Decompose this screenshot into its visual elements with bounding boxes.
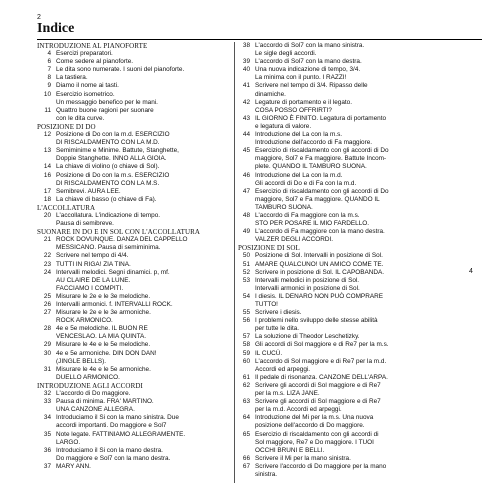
- entry-text: [255, 317, 448, 333]
- toc-entry: [37, 447, 229, 463]
- page-ref-number: 10: [43, 90, 51, 98]
- entry-line: Il pedale di risonanza. CANZONE DELL'ARPA.: [255, 373, 388, 381]
- entry-line: Esercizio isometrico.: [56, 90, 115, 98]
- toc-entry: [37, 107, 229, 123]
- entry-text: [255, 463, 448, 479]
- toc-entry: [238, 42, 448, 58]
- toc-entry: [37, 58, 229, 66]
- entry-line: La chiave di basso (o chiave di Fa).: [56, 195, 157, 203]
- entry-text: [255, 293, 448, 309]
- page-ref-number: 43: [242, 114, 250, 122]
- entry-line: L'accordo di Do maggiore.: [56, 390, 131, 398]
- entry-line: Introduciamo il Si con la mano sinistra. Due: [56, 414, 179, 422]
- toc-entry: [37, 91, 229, 107]
- page-ref-number: 62: [242, 381, 250, 389]
- entry-text: [56, 366, 229, 382]
- toc-entry: [238, 147, 448, 171]
- page-ref-number: 52: [242, 268, 250, 276]
- entry-text: [255, 212, 448, 228]
- toc-entry: [37, 252, 229, 260]
- entry-text: [56, 390, 229, 398]
- page-ref-number: 25: [43, 292, 51, 300]
- toc-entry: [238, 66, 448, 82]
- entry-line: Note legate. FATTINIAMO ALLEGRAMENTE.: [56, 430, 186, 438]
- page-ref-number: 61: [242, 373, 250, 381]
- entry-line: (JINGLE BELLS).: [56, 357, 107, 365]
- entry-line: plete. QUANDO IL TAMBURO SUONA.: [255, 163, 367, 171]
- entry-line: accordi importanti. Do maggiore e Sol7: [56, 422, 167, 430]
- entry-line: DI RISCALDAMENTO CON LA M.D.: [56, 139, 160, 147]
- margin-mark: 4: [469, 268, 473, 275]
- entry-text: [56, 82, 229, 90]
- entry-line: 4e e 5e melodiche. IL BUON RE: [56, 325, 148, 333]
- entry-line: L'accordo di Sol7 con la mano destra.: [255, 58, 362, 66]
- entry-text: [56, 188, 229, 196]
- entry-line: Gli accordi di Do e di Fa con la m.d.: [255, 179, 357, 187]
- page-ref-number: 66: [242, 454, 250, 462]
- entry-line: maggiore, Sol7 e Fa maggiore. QUANDO IL: [255, 195, 380, 203]
- entry-line: Un messaggio benefico per le mani.: [56, 98, 158, 106]
- page-ref-number: 26: [43, 301, 51, 308]
- entry-line: maggiore, Sol7 e Fa maggiore. Battute Incom-: [255, 155, 387, 163]
- toc-entry: [37, 50, 229, 58]
- entry-text: [56, 309, 229, 325]
- entry-line: Intervalli armonici in posizione di Sol.: [255, 284, 360, 292]
- entry-line: DI RISCALDAMENTO CON LA M.S.: [56, 179, 160, 187]
- page-ref-number: 22: [43, 252, 51, 260]
- page-ref-number: 13: [43, 147, 51, 155]
- page-ref-number: 46: [242, 171, 250, 179]
- page-ref-number: 54: [242, 292, 250, 300]
- toc-entry: [37, 212, 229, 228]
- entry-line: TAMBURO SUONA.: [255, 203, 313, 211]
- entry-text: [56, 196, 229, 204]
- page-ref-number: 67: [242, 462, 250, 470]
- entry-line: Introduciamo il Si con la mano destra.: [56, 446, 163, 454]
- page-ref-number: 49: [242, 228, 250, 236]
- toc-entry: [238, 293, 448, 309]
- entry-line: AMARE QUALCUNO! UN AMICO COME TE.: [255, 260, 384, 268]
- entry-text: [255, 414, 448, 430]
- page-ref-number: 35: [43, 430, 51, 438]
- entry-text: [255, 382, 448, 398]
- toc-entry: [37, 163, 229, 171]
- entry-text: [56, 163, 229, 171]
- entry-line: e legatura di valore.: [255, 122, 312, 130]
- page-number: 2: [37, 14, 41, 21]
- page-ref-number: 41: [242, 82, 250, 90]
- entry-line: sinistra.: [255, 470, 278, 478]
- toc-entry: [37, 261, 229, 269]
- entry-line: Esercizi preparatori.: [56, 50, 113, 58]
- page-ref-number: 38: [242, 42, 250, 49]
- page-ref-number: 37: [43, 462, 51, 470]
- entry-line: Do maggiore e Sol7 con la mano destra.: [56, 454, 171, 462]
- entry-text: [56, 398, 229, 414]
- toc-entry: [37, 293, 229, 301]
- entry-line: TUTTO!: [255, 301, 278, 308]
- entry-text: [255, 350, 448, 358]
- section-heading: POSIZIONE DI DO: [37, 122, 96, 131]
- entry-line: Le sigle degli accordi.: [255, 50, 317, 58]
- page-ref-number: 34: [43, 414, 51, 422]
- entry-text: [255, 252, 448, 260]
- entry-text: [255, 66, 448, 82]
- entry-line: Accordi ed arpeggi.: [255, 365, 311, 373]
- entry-text: [56, 350, 229, 366]
- toc-entry: [238, 455, 448, 463]
- entry-text: [56, 172, 229, 188]
- entry-line: VALZER DEGLI ACCORDI.: [255, 236, 334, 244]
- entry-text: [255, 147, 448, 171]
- page-ref-number: 12: [43, 131, 51, 139]
- entry-text: [255, 309, 448, 317]
- left-column: [37, 42, 229, 471]
- entry-text: [56, 325, 229, 341]
- entry-line: Pausa di minima. FRA' MARTINO.: [56, 398, 154, 406]
- toc-entry: [238, 374, 448, 382]
- entry-line: Scrivere nel tempo di 4/4.: [56, 252, 129, 260]
- toc-entry: [37, 366, 229, 382]
- page-ref-number: 30: [43, 349, 51, 357]
- page-ref-number: 11: [44, 106, 51, 114]
- entry-line: Misurare le 2e e le 3e armoniche.: [56, 309, 151, 317]
- entry-line: Posizione di Do con la m.d. ESERCIZIO: [56, 131, 170, 139]
- entry-text: [56, 414, 229, 430]
- entry-line: per tutte le dita.: [255, 325, 300, 333]
- page-ref-number: 53: [242, 276, 250, 284]
- entry-line: L'accordo di Fa maggiore con la mano destra.: [255, 228, 385, 236]
- entry-line: L'accordo di Fa maggiore con la m.s.: [255, 211, 360, 219]
- page-ref-number: 51: [242, 260, 250, 268]
- entry-line: MARY ANN.: [56, 462, 91, 470]
- section-heading: POSIZIONE DI SOL: [238, 244, 300, 253]
- section-heading: SUONARE IN DO E IN SOL CON L'ACCOLLATURA: [37, 228, 201, 237]
- page-ref-number: 50: [242, 252, 250, 260]
- toc-entry: [238, 58, 448, 66]
- toc-entry: [37, 341, 229, 349]
- entry-text: [255, 228, 448, 244]
- entry-line: 4e e 5e armoniche. DIN DON DAN!: [56, 349, 157, 357]
- entry-line: L'accordo di Sol7 con la mano sinistra.: [255, 42, 365, 49]
- toc-entry: [238, 277, 448, 293]
- entry-text: [255, 261, 448, 269]
- toc-entry: [238, 261, 448, 269]
- entry-line: dinamiche.: [255, 90, 286, 98]
- entry-line: MESSICANO. Pausa di semiminima.: [56, 244, 161, 252]
- toc-entry: [37, 82, 229, 90]
- toc-entry: [238, 341, 448, 349]
- entry-text: [255, 42, 448, 58]
- entry-text: [255, 269, 448, 277]
- toc-entry: [238, 463, 448, 479]
- toc-entry: [238, 350, 448, 358]
- entry-text: [255, 188, 448, 212]
- page-ref-number: 33: [43, 398, 51, 406]
- page-ref-number: 24: [43, 268, 51, 276]
- toc-entry: [37, 172, 229, 188]
- toc-entry: [37, 74, 229, 82]
- entry-text: [56, 66, 229, 74]
- toc-entry: [238, 431, 448, 455]
- toc-entry: [238, 382, 448, 398]
- entry-line: Introduzione del Mi per la m.s. Una nuova: [255, 414, 374, 422]
- toc-entry: [37, 463, 229, 471]
- page-ref-number: 20: [43, 211, 51, 219]
- toc-entry: [238, 212, 448, 228]
- entry-line: TUTTI IN RIGA! ZIA TINA.: [56, 260, 131, 268]
- page-ref-number: 56: [242, 317, 250, 325]
- entry-line: Sol maggiore, Re7 e Do maggiore. I TUOI: [255, 438, 374, 446]
- toc-entry: [238, 252, 448, 260]
- entry-line: Scrivere l'accordo di Do maggiore per la mano: [255, 462, 387, 470]
- page-ref-number: 29: [43, 341, 51, 349]
- toc-entry: [238, 317, 448, 333]
- column-divider: [234, 42, 235, 483]
- toc-entry: [37, 269, 229, 293]
- page-ref-number: 9: [47, 82, 51, 90]
- entry-line: Diamo il nome ai tasti.: [56, 82, 119, 90]
- entry-line: per la m.d. Accordi ed arpeggi.: [255, 406, 342, 414]
- entry-line: posizione dell'accordo di Do maggiore.: [255, 422, 365, 430]
- page-ref-number: 47: [242, 187, 250, 195]
- entry-line: L'accollatura. L'indicazione di tempo.: [56, 211, 161, 219]
- entry-line: Scrivere nel tempo di 3/4. Ripasso delle: [255, 82, 368, 90]
- entry-line: ROCK ARMONICO.: [56, 317, 113, 325]
- entry-line: I problemi nello sviluppo delle stesse abilità: [255, 317, 378, 325]
- toc-entry: [37, 414, 229, 430]
- entry-line: OCCHI BRUNI E BELLI.: [255, 446, 325, 454]
- toc-entry: [37, 147, 229, 163]
- toc-entry: [37, 196, 229, 204]
- entry-line: La chiave di violino (o chiave di Sol).: [56, 163, 160, 171]
- entry-line: Legature di portamento e il legato.: [255, 98, 352, 106]
- entry-line: Scrivere i diesis.: [255, 309, 302, 317]
- page-ref-number: 31: [43, 365, 51, 373]
- entry-text: [56, 236, 229, 252]
- page-ref-number: 17: [43, 187, 51, 195]
- entry-line: Intervalli melodici in posizione di Sol.: [255, 276, 360, 284]
- entry-text: [56, 261, 229, 269]
- entry-line: Misurare le 4e e le 5e armoniche.: [56, 365, 151, 373]
- entry-line: Intervalli armonici. f. INTERVALLI ROCK.: [56, 301, 173, 308]
- entry-line: Scrivere gli accordi di Sol maggiore e di Re7: [255, 381, 381, 389]
- entry-text: [255, 58, 448, 66]
- entry-text: [255, 277, 448, 293]
- toc-entry: [238, 99, 448, 115]
- toc-entry: [37, 131, 229, 147]
- entry-line: Gli accordi di Sol maggiore e di Re7 per la m.s.: [255, 341, 389, 349]
- toc-entry: [238, 358, 448, 374]
- entry-line: DUELLO ARMONICO.: [56, 373, 120, 381]
- entry-text: [56, 147, 229, 163]
- toc-entry: [37, 236, 229, 252]
- entry-text: [56, 252, 229, 260]
- page-ref-number: 42: [242, 98, 250, 106]
- page-ref-number: 60: [242, 357, 250, 365]
- page-ref-number: 45: [242, 147, 250, 155]
- toc-entry: [238, 115, 448, 131]
- toc-entry: [238, 131, 448, 147]
- entry-line: Una nuova indicazione di tempo, 3/4.: [255, 66, 361, 74]
- toc-entry: [37, 325, 229, 341]
- page-ref-number: 44: [242, 131, 250, 139]
- page-ref-number: 36: [43, 446, 51, 454]
- toc-entry: [37, 390, 229, 398]
- entry-line: per la m.s. LIZA JANE.: [255, 390, 320, 398]
- toc-entry: [37, 66, 229, 74]
- page-ref-number: 4: [47, 50, 51, 58]
- entry-line: COSA POSSO OFFRIRTI?: [255, 106, 332, 114]
- entry-text: [56, 58, 229, 66]
- entry-line: I diesis. IL DENARO NON PUÒ COMPRARE: [255, 292, 383, 300]
- entry-text: [56, 91, 229, 107]
- entry-line: Scrivere in posizione di Sol. IL CAPOBANDA.: [255, 268, 385, 276]
- entry-line: Introduzione del La con la m.s.: [255, 131, 343, 139]
- entry-text: [56, 301, 229, 309]
- entry-line: Intervalli melodici. Segni dinamici. p, mf.: [56, 268, 170, 276]
- entry-text: [255, 82, 448, 98]
- entry-line: La tastiera.: [56, 74, 88, 82]
- entry-text: [56, 107, 229, 123]
- entry-line: Semibrevi. AURA LEE.: [56, 187, 121, 195]
- entry-text: [255, 358, 448, 374]
- page-title: Indice: [37, 21, 75, 36]
- entry-line: La minima con il punto. I RAZZI!: [255, 74, 347, 82]
- page-ref-number: 64: [242, 414, 250, 422]
- toc-entry: [238, 172, 448, 188]
- entry-text: [255, 172, 448, 188]
- entry-text: [255, 455, 448, 463]
- entry-line: AU CLAIRE DE LA LUNE.: [56, 276, 131, 284]
- page-ref-number: 58: [242, 341, 250, 349]
- entry-line: Misurare le 2e e le 3e melodiche.: [56, 292, 151, 300]
- page-ref-number: 63: [242, 398, 250, 406]
- page-ref-number: 40: [242, 66, 250, 74]
- entry-text: [56, 293, 229, 301]
- entry-line: UNA CANZONE ALLEGRA.: [56, 406, 135, 414]
- entry-text: [255, 131, 448, 147]
- entry-text: [56, 131, 229, 147]
- entry-text: [255, 374, 448, 382]
- entry-text: [56, 431, 229, 447]
- right-column: [238, 42, 448, 479]
- entry-text: [56, 50, 229, 58]
- toc-entry: [238, 309, 448, 317]
- toc-entry: [37, 309, 229, 325]
- entry-text: [56, 463, 229, 471]
- entry-line: con le dita curve.: [56, 114, 105, 122]
- entry-line: Quattro buone ragioni per suonare: [56, 106, 154, 114]
- entry-line: Posizione di Sol. Intervalli in posizione di Sol.: [255, 252, 383, 260]
- entry-line: Posizione di Do con la m.s. ESERCIZIO: [56, 171, 170, 179]
- entry-line: L'accordo di Sol maggiore e di Re7 per la m.d.: [255, 357, 387, 365]
- entry-text: [56, 269, 229, 293]
- page-ref-number: 18: [43, 195, 51, 203]
- page-ref-number: 14: [43, 163, 51, 171]
- entry-text: [255, 333, 448, 341]
- toc-entry: [37, 301, 229, 309]
- toc-entry: [37, 398, 229, 414]
- toc-entry: [238, 82, 448, 98]
- entry-text: [255, 431, 448, 455]
- page-ref-number: 23: [43, 260, 51, 268]
- entry-line: Misurare le 4e e le 5e melodiche.: [56, 341, 151, 349]
- entry-line: Introduzione dell'accordo di Fa maggiore.: [255, 139, 373, 147]
- entry-line: Pausa di semibreve.: [56, 220, 114, 228]
- page-ref-number: 28: [43, 325, 51, 333]
- entry-text: [56, 212, 229, 228]
- entry-line: Scrivere il Mi per la mano sinistra.: [255, 454, 351, 462]
- page-ref-number: 65: [242, 430, 250, 438]
- entry-line: Le dita sono numerate. I suoni del pianoforte.: [56, 66, 185, 74]
- entry-line: Semiminime e Minime. Battute, Stanghette,: [56, 147, 179, 155]
- toc-entry: [37, 431, 229, 447]
- section-heading: L'ACCOLLATURA: [37, 203, 96, 212]
- toc-entry: [238, 188, 448, 212]
- entry-line: Come sedere al pianoforte.: [56, 58, 134, 66]
- entry-text: [255, 398, 448, 414]
- toc-entry: [37, 350, 229, 366]
- page-ref-number: 48: [242, 211, 250, 219]
- entry-line: La soluzione di Theodor Leschetizky.: [255, 333, 360, 341]
- page-ref-number: 59: [242, 349, 250, 357]
- entry-line: FACCIAMO I COMPITI.: [56, 284, 124, 292]
- toc-entry: [238, 333, 448, 341]
- page-ref-number: 57: [242, 333, 250, 341]
- entry-text: [255, 341, 448, 349]
- entry-text: [56, 74, 229, 82]
- entry-line: VENCESLAO. LA MIA QUINTA.: [56, 333, 147, 341]
- entry-text: [255, 99, 448, 115]
- entry-line: STO PER POSARE IL MIO FARDELLO.: [255, 220, 369, 228]
- entry-text: [255, 115, 448, 131]
- page-ref-number: 27: [43, 309, 51, 317]
- entry-line: Introduzione del La con la m.d.: [255, 171, 343, 179]
- page-ref-number: 55: [242, 309, 250, 317]
- page-ref-number: 8: [47, 74, 51, 82]
- page-ref-number: 21: [43, 236, 51, 244]
- page-ref-number: 6: [47, 58, 51, 66]
- page-ref-number: 7: [47, 66, 51, 74]
- entry-line: Esercizio di riscaldamento con gli accordi di Do: [255, 147, 389, 155]
- toc-entry: [238, 228, 448, 244]
- entry-line: ROCK DOVUNQUE. DANZA DEL CAPPELLO: [56, 236, 188, 244]
- section-heading: INTRODUZIONE AGLI ACCORDI: [37, 381, 143, 390]
- entry-line: Esercizio di riscaldamento con gli accordi di Do: [255, 187, 389, 195]
- title-rule: [37, 39, 482, 40]
- page-ref-number: 39: [242, 58, 250, 66]
- entry-line: IL CUCÙ.: [255, 349, 283, 357]
- page-ref-number: 16: [43, 171, 51, 179]
- entry-text: [56, 447, 229, 463]
- page-ref-number: 32: [43, 390, 51, 398]
- section-heading: INTRODUZIONE AL PIANOFORTE: [37, 42, 148, 50]
- entry-line: Scrivere gli accordi di Sol maggiore e di Re7: [255, 398, 381, 406]
- toc-entry: [37, 188, 229, 196]
- entry-line: IL GIORNO È FINITO. Legatura di portamento: [255, 114, 387, 122]
- entry-text: [56, 341, 229, 349]
- entry-line: LARGO.: [56, 438, 81, 446]
- toc-entry: [238, 398, 448, 414]
- entry-line: Doppie Stanghette. INNO ALLA GIOIA.: [56, 155, 167, 163]
- toc-entry: [238, 414, 448, 430]
- toc-entry: [238, 269, 448, 277]
- entry-line: Esercizio di riscaldamento con gli accordi di: [255, 430, 379, 438]
